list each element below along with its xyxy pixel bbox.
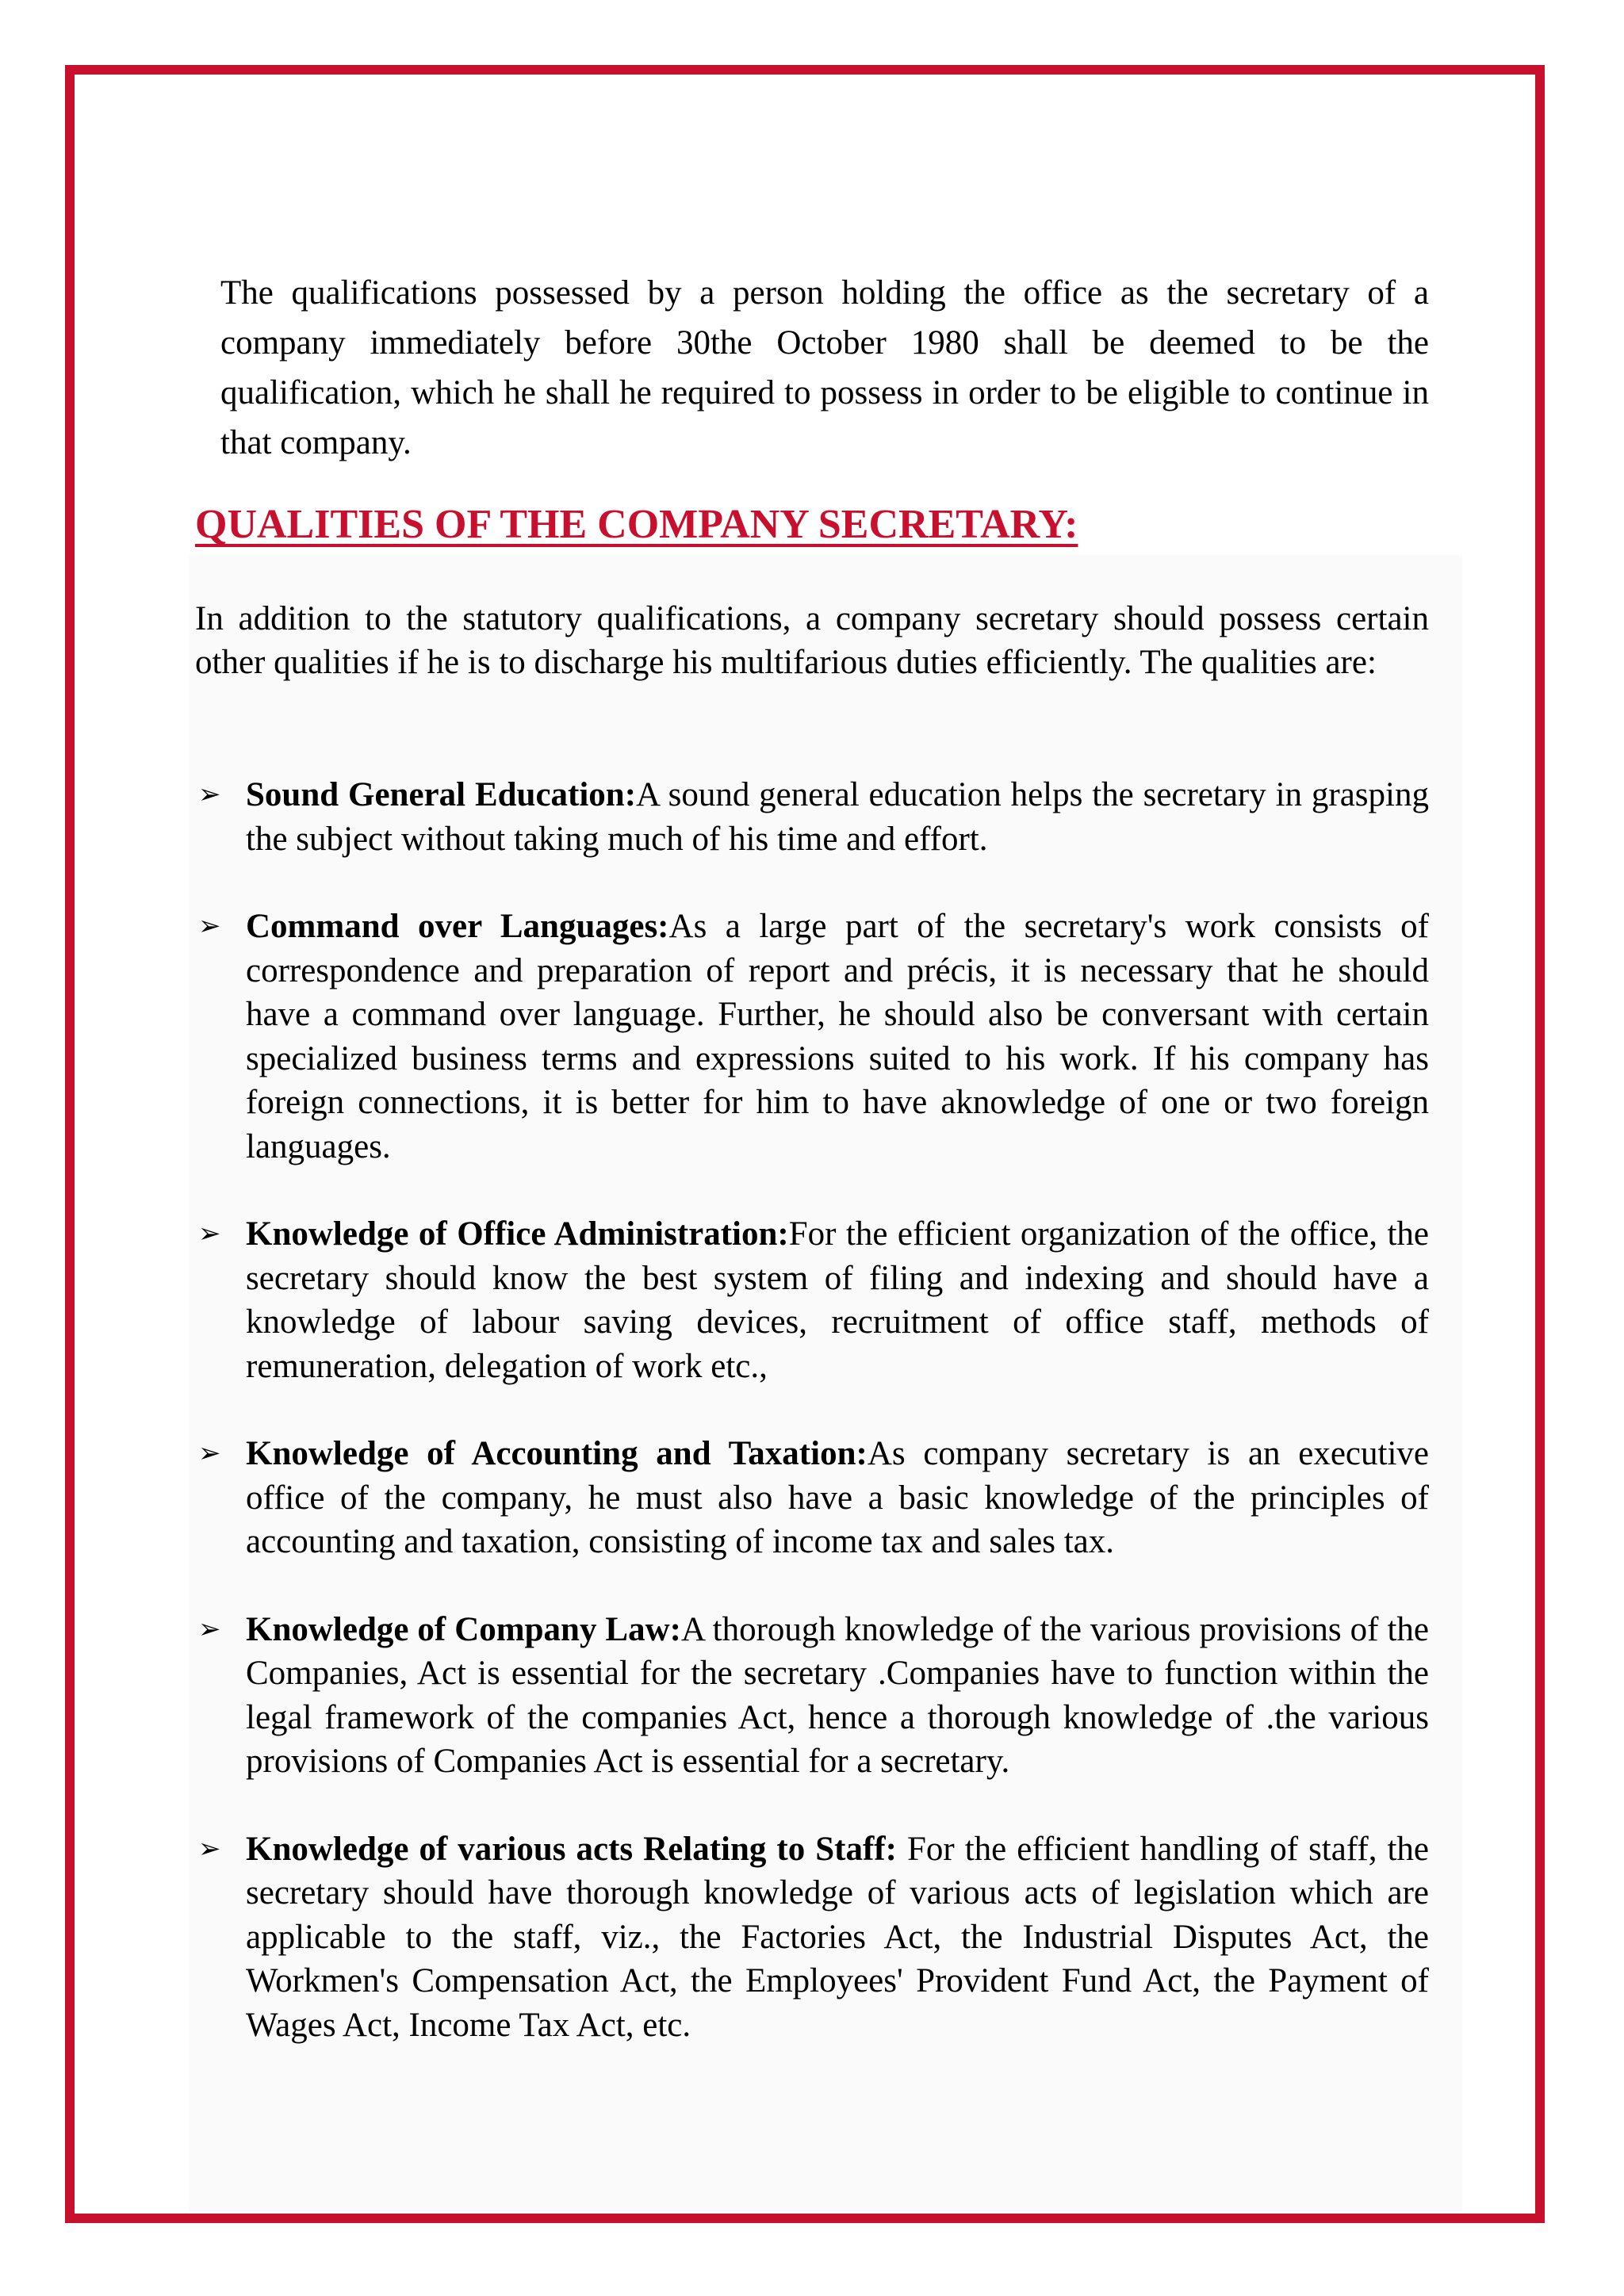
quality-text: For the efficient handling of staff, the secretary should have thorough knowledge of various acts of legislation which are applicable to the staff, viz., the Factories Act, the Industrial Disputes Act, the Workmen's Compensation Act, the Employees' Provident Fund Act, the Payment of Wages Act, Income Tax Act, etc. xyxy=(246,1830,1429,2044)
quality-text: A sound general education helps the secretary in grasping the subject without taking much of his time and effort. xyxy=(246,776,1429,858)
arrow-bullet-icon: ➢ xyxy=(198,1437,221,1469)
quality-item xyxy=(195,1827,1429,2048)
arrow-bullet-icon: ➢ xyxy=(198,1832,221,1865)
quality-term: Sound General Education: xyxy=(246,776,637,813)
quality-item xyxy=(195,905,1429,1169)
quality-item xyxy=(195,1212,1429,1388)
qualities-list xyxy=(195,773,1429,2091)
intro-paragraph: The qualifications possessed by a person holding the office as the secretary of a company immediately before 30the October 1980 shall be deemed to be the qualification, which he shall he required to possess in order to be eligible to continue in that company. xyxy=(220,274,1429,461)
quality-text: As company secretary is an executive office of the company, he must also have a basic knowledge of the principles of accounting and taxation, consisting of income tax and sales tax. xyxy=(246,1435,1429,1560)
quality-term: Knowledge of Accounting and Taxation: xyxy=(246,1435,868,1472)
quality-text: As a large part of the secretary's work consists of correspondence and preparation of report and précis, it is necessary that he should have a command over language. Further, he should also be conversant with certain specialized business terms and expressions suited to his work. If his company has foreign connections, it is better for him to have aknowledge of one or two foreign languages. xyxy=(246,908,1429,1165)
quality-text: For the efficient organization of the office, the secretary should know the best system of filing and indexing and should have a knowledge of labour saving devices, recruitment of office staff, methods of remuneration, delegation of work etc., xyxy=(246,1215,1429,1385)
arrow-bullet-icon: ➢ xyxy=(198,910,221,942)
quality-item xyxy=(195,773,1429,861)
quality-item xyxy=(195,1432,1429,1564)
lead-paragraph: In addition to the statutory qualifications, a company secretary should possess certain other qualities if he is to discharge his multifarious duties efficiently. The qualities are: xyxy=(195,600,1429,681)
arrow-bullet-icon: ➢ xyxy=(198,1613,221,1645)
quality-text: A thorough knowledge of the various provisions of the Companies, Act is essential for the secretary .Companies have to function within the legal framework of the companies Act, hence a thorough knowledge of .the various provisions of Companies Act is essential for a secretary. xyxy=(246,1610,1429,1780)
arrow-bullet-icon: ➢ xyxy=(198,1218,221,1249)
quality-term: Knowledge of Company Law: xyxy=(246,1610,681,1648)
quality-term: Knowledge of various acts Relating to Staff: xyxy=(246,1830,897,1868)
arrow-bullet-icon: ➢ xyxy=(198,779,221,810)
quality-term: Command over Languages: xyxy=(246,908,669,945)
section-heading: QUALITIES OF THE COMPANY SECRETARY: xyxy=(195,502,1078,547)
quality-term: Knowledge of Office Administration: xyxy=(246,1215,789,1253)
quality-item xyxy=(195,1608,1429,1784)
